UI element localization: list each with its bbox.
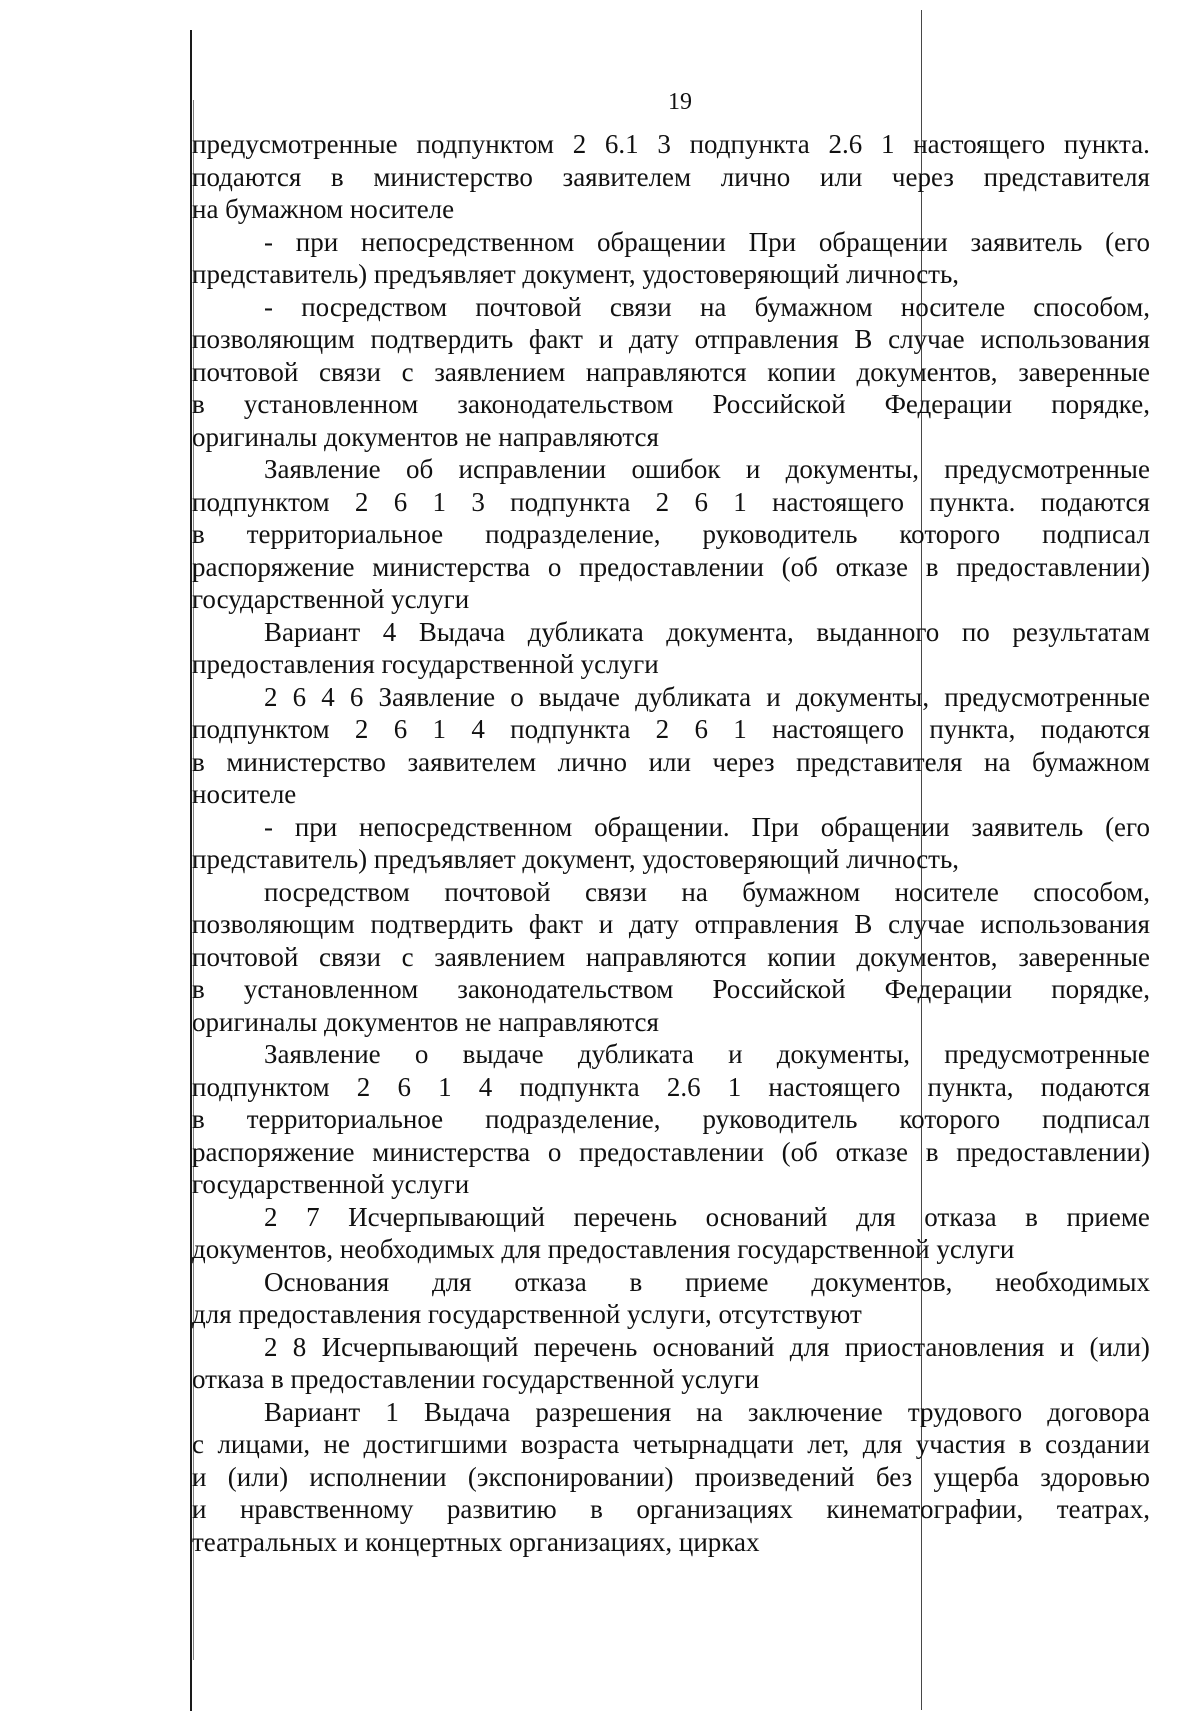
text-line: предусмотренные подпунктом 2 6.1 3 подпункта 2.6 1 настоящего пункта. xyxy=(192,129,1150,159)
text-line: распоряжение министерства о предоставлении (об отказе в предоставлении) xyxy=(192,551,1150,582)
text-line: Заявление о выдаче дубликата и документы, предусмотренные xyxy=(264,1039,1150,1069)
text-line: в территориальное подразделение, руководитель которого подписал xyxy=(192,519,1150,549)
text-line: с лицами, не достигшими возраста четырнадцати лет, для участия в создании xyxy=(192,1429,1150,1459)
text-line: и (или) исполнении (экспонировании) произведений без ущерба здоровью xyxy=(192,1461,1150,1492)
text-line: отказа в предоставлении государственной услуги xyxy=(192,1364,760,1394)
text-line: оригиналы документов не направляются xyxy=(192,421,659,452)
text-line: документов, необходимых для предоставления государственной услуги xyxy=(192,1234,1015,1264)
text-line: Вариант 1 Выдача разрешения на заключение трудового договора xyxy=(264,1396,1150,1427)
text-line: Основания для отказа в приеме документов, необходимых xyxy=(264,1266,1150,1297)
text-line: - при непосредственном обращении. При обращении заявитель (его xyxy=(264,811,1150,842)
text-line: 2 8 Исчерпывающий перечень оснований для приостановления и (или) xyxy=(264,1331,1150,1362)
text-line: театральных и концертных организациях, цирках xyxy=(192,1526,760,1557)
text-line: в установленном законодательством Российской Федерации порядке, xyxy=(192,389,1150,419)
document-body xyxy=(192,128,1150,1558)
text-line: Вариант 4 Выдача дубликата документа, выданного по результатам xyxy=(264,616,1150,647)
text-line: оригиналы документов не направляются xyxy=(192,1006,659,1037)
text-line: посредством почтовой связи на бумажном носителе способом, xyxy=(264,876,1150,907)
text-line: - посредством почтовой связи на бумажном носителе способом, xyxy=(264,291,1150,322)
text-line: на бумажном носителе xyxy=(192,194,455,224)
text-line: в установленном законодательством Российской Федерации порядке, xyxy=(192,974,1150,1004)
text-line: предоставления государственной услуги xyxy=(192,649,659,679)
text-line: подаются в министерство заявителем лично или через представителя xyxy=(192,161,1150,192)
text-line: почтовой связи с заявлением направляются копии документов, заверенные xyxy=(192,941,1150,972)
page-number: 19 xyxy=(668,89,692,115)
text-line: позволяющим подтвердить факт и дату отправления В случае использования xyxy=(192,909,1150,939)
text-line: для предоставления государственной услуги, отсутствуют xyxy=(192,1299,862,1329)
text-line: Заявление об исправлении ошибок и документы, предусмотренные xyxy=(264,454,1150,484)
text-line: позволяющим подтвердить факт и дату отправления В случае использования xyxy=(192,324,1150,354)
text-line: представитель) предъявляет документ, удостоверяющий личность, xyxy=(192,844,960,874)
text-line: - при непосредственном обращении При обращении заявитель (его xyxy=(264,226,1150,257)
text-line: представитель) предъявляет документ, удостоверяющий личность, xyxy=(192,259,960,289)
text-line: распоряжение министерства о предоставлении (об отказе в предоставлении) xyxy=(192,1136,1150,1167)
text-line: носителе xyxy=(192,779,297,809)
text-line: подпунктом 2 6 1 4 подпункта 2.6 1 настоящего пункта, подаются xyxy=(192,1071,1150,1102)
text-line: государственной услуги xyxy=(192,1169,470,1199)
text-line: и нравственному развитию в организациях кинематографии, театрах, xyxy=(192,1494,1150,1524)
text-line: в министерство заявителем лично или через представителя на бумажном xyxy=(192,746,1150,777)
text-line: подпунктом 2 6 1 4 подпункта 2 6 1 настоящего пункта, подаются xyxy=(192,714,1150,744)
text-line: в территориальное подразделение, руководитель которого подписал xyxy=(192,1104,1150,1134)
text-line: 2 6 4 6 Заявление о выдаче дубликата и документы, предусмотренные xyxy=(264,681,1150,712)
text-line: почтовой связи с заявлением направляются копии документов, заверенные xyxy=(192,356,1150,387)
text-line: 2 7 Исчерпывающий перечень оснований для отказа в приеме xyxy=(264,1201,1150,1232)
text-line: подпунктом 2 6 1 3 подпункта 2 6 1 настоящего пункта. подаются xyxy=(192,486,1150,517)
text-line: государственной услуги xyxy=(192,584,470,614)
